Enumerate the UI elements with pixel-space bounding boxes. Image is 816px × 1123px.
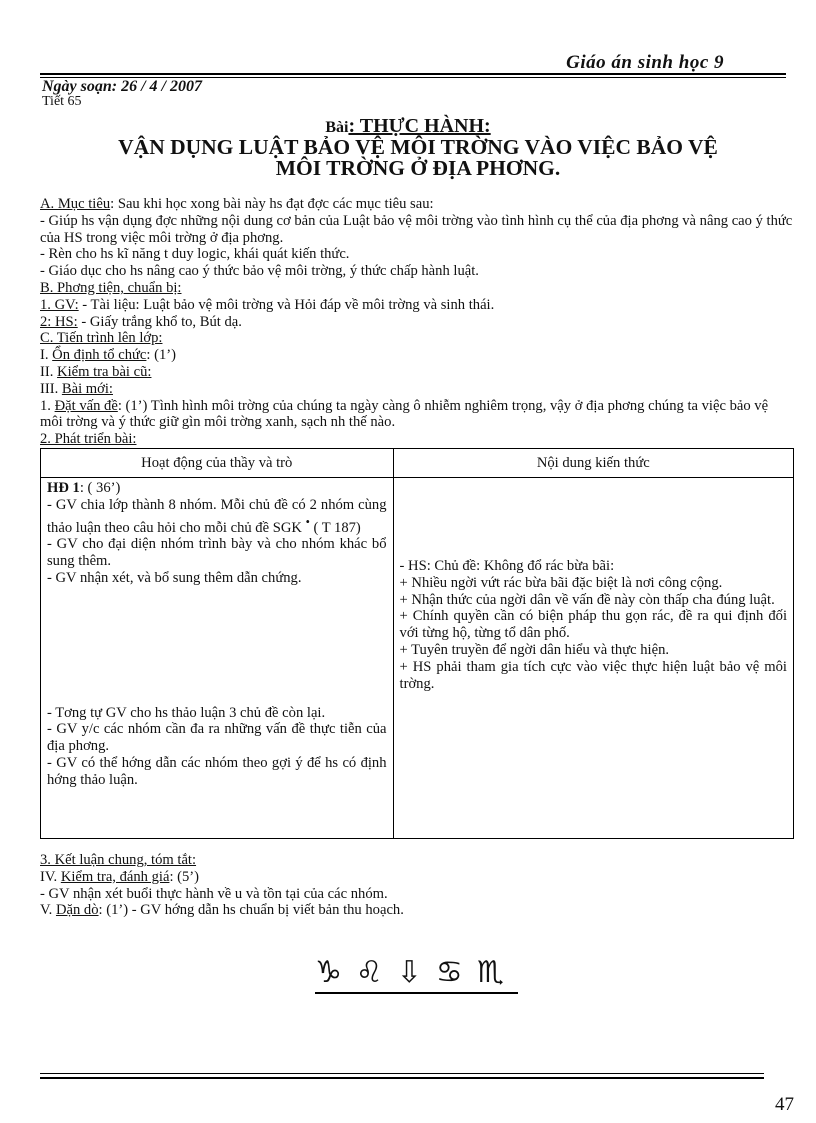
activity-item: - GV y/c các nhóm cần đa ra những vấn đề thực tiễn của địa phơng. bbox=[47, 721, 387, 755]
activity-item: - Tơng tự GV cho hs thảo luận 3 chủ đề còn lại. bbox=[47, 704, 326, 721]
table-header-teacher-student: Hoạt động của thầy và trò bbox=[41, 449, 394, 478]
lesson-title bbox=[40, 137, 796, 179]
lesson-footer bbox=[40, 852, 794, 919]
header-divider bbox=[40, 73, 786, 75]
lesson-type: : THỰC HÀNH: bbox=[348, 115, 491, 137]
procedure-step: III. Bài mới: bbox=[40, 380, 113, 397]
decorative-symbols: ♑♌⇩♋♏ bbox=[315, 955, 518, 994]
activity-item: - GV nhận xét, và bổ sung thêm dẫn chứng. bbox=[47, 569, 302, 586]
objectives-label: A. Mục tiêu bbox=[40, 196, 111, 212]
activity-heading: HĐ 1: ( 36’) bbox=[47, 480, 121, 496]
lesson-period: Tiết 65 bbox=[42, 94, 82, 109]
assessment-line: IV. Kiểm tra, đánh giá: (5’) bbox=[40, 868, 200, 885]
objective-item: - Giúp hs vận dụng đợc những nội dung cơ bản của Luật bảo vệ môi trờng vào tình hình cụ thể của địa phơng và nâng cao ý thức của HS trong việc môi trờng ở địa phơng. bbox=[40, 212, 793, 246]
lesson-body bbox=[40, 196, 794, 448]
materials-label: B. Phơng tiện, chuẩn bị: bbox=[40, 279, 182, 296]
knowledge-item: + Tuyên truyền để ngời dân hiểu và thực hiện. bbox=[399, 641, 670, 658]
knowledge-item: + Chính quyền cần có biện pháp thu gọn rác, đề ra qui định đối với từng hộ, từng tổ dân phố. bbox=[399, 608, 787, 642]
knowledge-item: + Nhiều ngời vứt rác bừa bãi đặc biệt là nơi công cộng. bbox=[399, 574, 723, 591]
homework-line: V. Dặn dò: (1’) - GV hớng dẫn hs chuẩn bị viết bản thu hoạch. bbox=[40, 902, 404, 919]
lesson-prefix: Bài bbox=[325, 119, 349, 136]
footer-divider bbox=[40, 1077, 764, 1079]
document-header-title: Giáo án sinh học 9 bbox=[566, 52, 724, 73]
procedure-step: II. Kiểm tra bài cũ: bbox=[40, 363, 152, 380]
activity-item: - GV cho đại diện nhóm trình bày và cho nhóm khác bổ sung thêm. bbox=[47, 536, 387, 570]
materials-teacher: 1. GV: - Tài liệu: Luật bảo vệ môi trờng và Hỏi đáp về môi trờng và sinh thái. bbox=[40, 296, 495, 313]
table-row bbox=[41, 478, 794, 839]
knowledge-item: + HS phải tham gia tích cực vào việc thực hiện luật bảo vệ môi trờng. bbox=[399, 658, 787, 692]
materials-student: 2: HS: - Giấy trắng khổ to, Bút dạ. bbox=[40, 313, 242, 330]
lesson-title-line-2: MÔI TRỜNG Ở ĐỊA PHƠNG. bbox=[275, 156, 561, 180]
procedure-step: I. Ổn định tổ chức: (1’) bbox=[40, 347, 177, 364]
activity-item: - GV có thể hớng dẫn các nhóm theo gợi ý để hs có định hớng thảo luận. bbox=[47, 755, 387, 788]
footer-divider-thin bbox=[40, 1073, 764, 1074]
preparation-date: Ngày soạn: 26 / 4 / 2007 bbox=[42, 78, 202, 95]
teacher-activity-cell bbox=[41, 478, 394, 839]
cell-spacer bbox=[47, 587, 387, 705]
objectives-intro: A. Mục tiêu: Sau khi học xong bài này hs đạt đợc các mục tiêu sau: bbox=[40, 196, 434, 212]
table-header-row bbox=[41, 449, 794, 478]
table-header-knowledge: Nội dung kiến thức bbox=[393, 449, 793, 478]
cell-spacer bbox=[400, 480, 787, 558]
conclusion-label: 3. Kết luận chung, tóm tắt: bbox=[40, 852, 197, 868]
objective-item: - Giáo dục cho hs nâng cao ý thức bảo vệ môi trờng, ý thức chấp hành luật. bbox=[40, 263, 479, 280]
knowledge-item: - HS: Chủ đề: Không đổ rác bừa bãi: bbox=[399, 558, 615, 574]
bullet-mark: • bbox=[305, 514, 310, 529]
objective-item: - Rèn cho hs kĩ năng t duy logic, khái quát kiến thức. bbox=[40, 246, 350, 263]
page-number: 47 bbox=[775, 1094, 794, 1115]
knowledge-content-cell bbox=[393, 478, 793, 839]
activity-item: - GV chia lớp thành 8 nhóm. Mỗi chủ đề có 2 nhóm cùng thảo luận theo câu hỏi cho mỗi chủ đề SGK • ( T 187) bbox=[47, 496, 387, 536]
activity-table bbox=[40, 448, 794, 839]
procedure-label: C. Tiến trình lên lớp: bbox=[40, 330, 163, 347]
lesson-title-line-1: VẬN DỤNG LUẬT BẢO VỆ MÔI TRỜNG VÀO VIỆC BẢO VỆ bbox=[118, 135, 718, 159]
procedure-substep: 2. Phát triển bài: bbox=[40, 431, 137, 448]
assessment-item: - GV nhận xét buổi thực hành về u và tồn tại của các nhóm. bbox=[40, 885, 388, 902]
procedure-substep: 1. Đặt vấn đề: (1’) Tình hình môi trờng của chúng ta ngày càng ô nhiễm nghiêm trọng, vậy ở địa phơng chúng ta việc bảo vệ môi trờng và ý thức giữ gìn môi trờng xanh, sạch nh thế nào. bbox=[40, 397, 769, 431]
knowledge-item: + Nhận thức của ngời dân về vấn đề này còn thấp cha đúng luật. bbox=[399, 591, 775, 608]
